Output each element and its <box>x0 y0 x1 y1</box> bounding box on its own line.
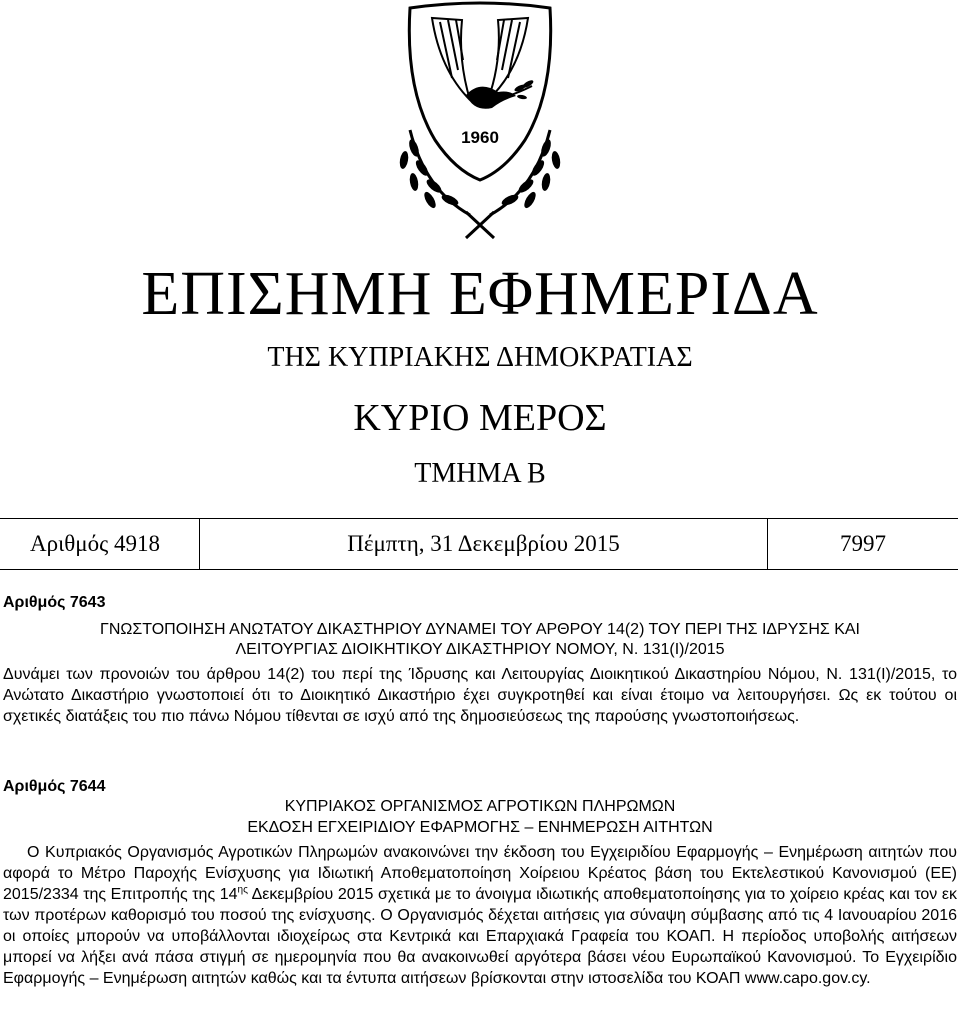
gazette-section: ΤΜΗΜΑ Β <box>414 458 546 489</box>
emblem-year: 1960 <box>461 128 499 147</box>
notice-body-part: Δεκεμβρίου 2015 σχετικά με το άνοιγμα ιδιωτικής αποθεματοποίησης για το χοίρειο κρέας και τον εκ των προτέρων καθορισμό του ποσού της ενίσχυσης. Ο Οργανισμός δέχεται αιτήσεις για σύναψη σύμβασης από τις 4 Ιανουαρίου 2016 οι οποίες μπορούν να υποβάλλονται ιδιοχείρως στα Κεντρικά και Επαρχιακά Γραφεία του ΚΟΑΠ. Η περίοδος υποβολής αιτήσεων μπορεί να λήξει ανά πάσα στιγμή σε ημερομηνία που θα ανακοινωθεί αργότερα βάσει νέου Ευρωπαϊκού Κανονισμού. Το Εγχειρίδιο Εφαρμογής – Ενημέρωση αιτητών καθώς και τα έντυπα αιτήσεων βρίσκονται στην ιστοσελίδα του ΚΟΑΠ www.capo.gov.cy. <box>3 886 957 987</box>
notice-number: Αριθμός 7644 <box>3 778 106 795</box>
notice-body <box>3 842 957 989</box>
page-number: 7997 <box>840 531 886 556</box>
gazette-subtitle: ΤΗΣ ΚΥΠΡΙΑΚΗΣ ΔΗΜΟΚΡΑΤΙΑΣ <box>267 342 693 373</box>
notice-heading-line: ΕΚΔΟΣΗ ΕΓΧΕΙΡΙΔΙΟΥ ΕΦΑΡΜΟΓΗΣ – ΕΝΗΜΕΡΩΣΗ ΑΙΤΗΤΩΝ <box>247 819 713 836</box>
notice-heading-line: ΓΝΩΣΤΟΠΟΙΗΣΗ ΑΝΩΤΑΤΟΥ ΔΙΚΑΣΤΗΡΙΟΥ ΔΥΝΑΜΕΙ ΤΟΥ ΑΡΘΡΟΥ 14(2) ΤΟΥ ΠΕΡΙ ΤΗΣ ΙΔΡΥΣΗΣ ΚΑΙ <box>100 621 860 638</box>
notice-body-part: Ο Κυπριακός Οργανισμός Αγροτικών Πληρωμών ανακοινώνει την έκδοση του Εγχειριδίου Εφαρμογής – Ενημέρωση αιτητών που αφορά το Μέτρο Παροχής Ενίσχυσης για Ιδιωτική Αποθεματοποίηση Χοίρειου Κρέατος βάση του Εκτελεστικού Κανονισμού (ΕΕ) 2015/2334 της Επιτροπής της 14 <box>3 844 957 903</box>
issue-info-bar <box>0 518 958 570</box>
issue-number: Αριθμός 4918 <box>0 519 200 569</box>
issue-date: Πέμπτη, 31 Δεκεμβρίου 2015 <box>200 519 768 569</box>
notice-heading-line: ΚΥΠΡΙΑΚΟΣ ΟΡΓΑΝΙΣΜΟΣ ΑΓΡΟΤΙΚΩΝ ΠΛΗΡΩΜΩΝ <box>284 798 676 815</box>
notice-body: Δυνάμει των προνοιών του άρθρου 14(2) του περί της Ίδρυσης και Λειτουργίας Διοικητικού Δικαστηρίου Νόμου, Ν. 131(Ι)/2015, το Ανώτατο Δικαστήριο γνωστοποιεί ότι το Διοικητικό Δικαστήριο έχει συγκροτηθεί και είναι έτοιμο να λειτουργήσει. Ως εκ τούτου οι σχετικές διατάξεις του πιο πάνω Νόμου τίθενται σε ισχύ από της δημοσιεύσεως της παρούσης γνωστοποιήσεως. <box>3 666 957 725</box>
gazette-part: ΚΥΡΙΟ ΜΕΡΟΣ <box>353 397 607 439</box>
ordinal-superscript: ης <box>237 884 248 896</box>
gazette-title: ΕΠΙΣΗΜΗ ΕΦΗΜΕΡΙΔΑ <box>141 260 819 328</box>
dove-shield-icon <box>370 0 590 245</box>
coat-of-arms-emblem <box>370 0 590 245</box>
notice-number: Αριθμός 7643 <box>3 594 106 611</box>
notice-heading-line: ΛΕΙΤΟΥΡΓΙΑΣ ΔΙΟΙΚΗΤΙΚΟΥ ΔΙΚΑΣΤΗΡΙΟΥ ΝΟΜΟΥ, Ν. 131(Ι)/2015 <box>235 641 725 658</box>
